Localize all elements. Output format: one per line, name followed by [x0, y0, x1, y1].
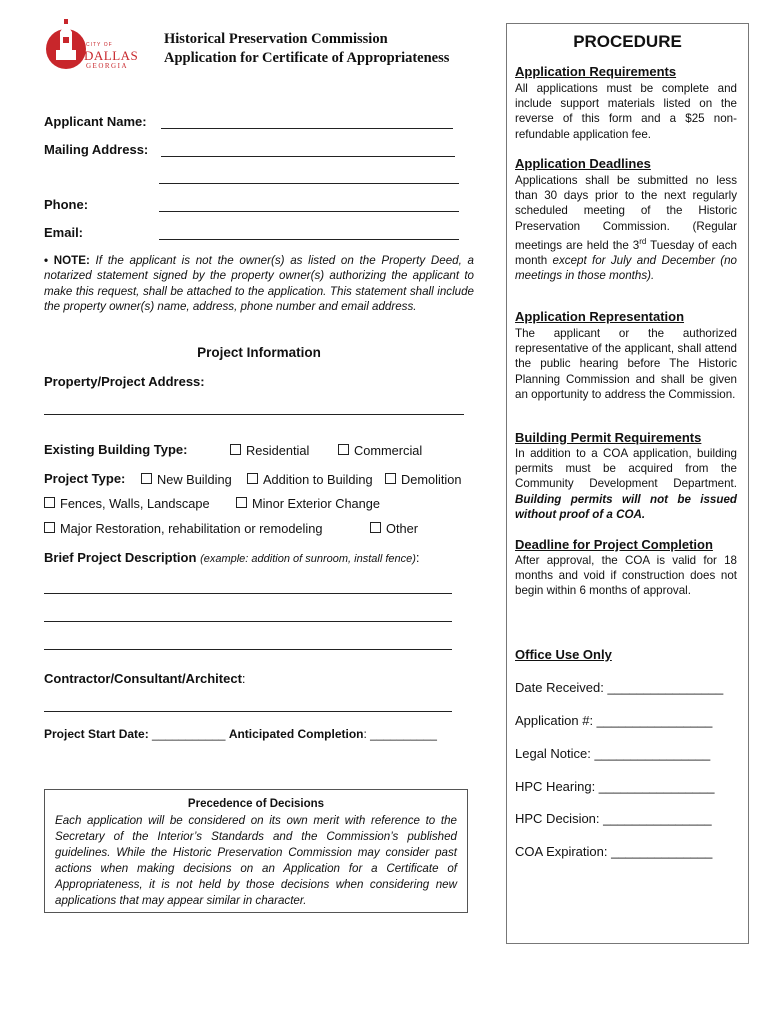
checkbox-demolition-label: Demolition	[401, 472, 462, 487]
completion-label: Anticipated Completion	[228, 727, 364, 741]
email-label: Email:	[44, 225, 84, 240]
completion-text: After approval, the COA is valid for 18 months and void if construction does not begin within 6 months of approval.	[515, 554, 737, 598]
property-address-field[interactable]	[44, 414, 464, 415]
deadlines-sup: rd	[639, 236, 647, 246]
mailing-address-field-2[interactable]	[159, 183, 459, 184]
completion-heading: Deadline for Project Completion	[515, 537, 713, 552]
logo-text-city: DALLAS	[84, 48, 139, 63]
date-received-field[interactable]: Date Received: ________________	[515, 680, 724, 695]
contractor-colon: :	[241, 671, 246, 686]
project-type-label: Project Type:	[44, 471, 126, 486]
checkbox-new-building-label: New Building	[157, 472, 232, 487]
checkbox-major-restoration[interactable]	[44, 521, 322, 536]
project-dates-row	[44, 727, 437, 741]
permit-heading: Building Permit Requirements	[515, 430, 702, 445]
mailing-address-field-1[interactable]	[161, 156, 455, 157]
applicant-name-field[interactable]	[161, 128, 453, 129]
property-address-label: Property/Project Address:	[44, 374, 205, 389]
checkbox-major-restoration-label: Major Restoration, rehabilitation or remodeling	[60, 521, 323, 536]
building-type-label: Existing Building Type:	[44, 442, 188, 457]
hpc-hearing-field[interactable]: HPC Hearing: ________________	[515, 779, 715, 794]
header-title-line1: Historical Preservation Commission	[164, 31, 388, 47]
project-description-line-3[interactable]	[44, 649, 452, 650]
checkbox-fences-label: Fences, Walls, Landscape	[60, 496, 210, 511]
permit-bold: Building permits will not be issued without proof of a COA.	[515, 492, 737, 521]
project-description-line-1[interactable]	[44, 593, 452, 594]
header-title-line2: Application for Certificate of Appropriateness	[164, 50, 450, 66]
checkbox-addition-label: Addition to Building	[263, 472, 373, 487]
representation-text: The applicant or the authorized representative of the applicant, shall attend the public hearing before The Historic Planning Commission and shall be given an opportunity to address the Commission.	[515, 327, 737, 401]
email-field[interactable]	[159, 239, 459, 240]
document-header	[164, 30, 449, 68]
legal-notice-field[interactable]: Legal Notice: ________________	[515, 746, 711, 761]
deadlines-text-2: Tuesday of each month	[515, 238, 737, 267]
checkbox-addition[interactable]	[247, 472, 373, 487]
precedence-of-decisions-box	[44, 789, 468, 913]
completion-field[interactable]: : __________	[363, 727, 437, 741]
description-label-text: Brief Project Description	[44, 550, 197, 565]
deadlines-text-main: Applications shall be submitted no less than 30 days prior to the next regularly scheduled meeting of the Historic Preservation Commission. (Regular meetings are held the 3	[515, 174, 737, 252]
checkbox-fences[interactable]	[44, 496, 210, 511]
contractor-field[interactable]	[44, 711, 452, 712]
precedence-title: Precedence of Decisions	[187, 798, 325, 810]
permit-text-main: In addition to a COA application, building permits must be acquired from the Community Development Department.	[515, 447, 737, 491]
representation-heading: Application Representation	[515, 309, 685, 324]
checkbox-icon[interactable]	[247, 473, 258, 484]
phone-label: Phone:	[44, 197, 89, 212]
start-date-field[interactable]: ___________	[152, 727, 226, 741]
coa-expiration-field[interactable]: COA Expiration: ______________	[515, 844, 713, 859]
checkbox-icon[interactable]	[338, 444, 349, 455]
permit-text	[515, 446, 737, 522]
requirements-heading: Application Requirements	[515, 64, 677, 79]
checkbox-commercial-label: Commercial	[354, 443, 423, 458]
requirements-text: All applications must be complete and include support materials listed on the reverse of this form and a $25 non-refundable application fee.	[515, 82, 737, 141]
description-colon: :	[415, 550, 420, 565]
office-use-heading: Office Use Only	[515, 647, 612, 662]
checkbox-demolition[interactable]	[385, 472, 461, 487]
checkbox-minor-exterior-label: Minor Exterior Change	[252, 496, 381, 511]
owner-note	[44, 253, 474, 315]
checkbox-commercial[interactable]	[338, 443, 422, 458]
project-description-line-2[interactable]	[44, 621, 452, 622]
project-description-label	[44, 550, 420, 565]
checkbox-icon[interactable]	[370, 522, 381, 533]
checkbox-new-building[interactable]	[141, 472, 232, 487]
checkbox-icon[interactable]	[236, 497, 247, 508]
checkbox-icon[interactable]	[44, 497, 55, 508]
description-hint: (example: addition of sunroom, install fence)	[200, 553, 416, 565]
checkbox-icon[interactable]	[44, 522, 55, 533]
deadlines-text	[515, 173, 737, 283]
checkbox-residential[interactable]	[230, 443, 309, 458]
phone-field[interactable]	[159, 211, 459, 212]
precedence-body: Each application will be considered on its own merit with reference to the Secretary of the Interior’s Standards and the Commission’s published guidelines. While the Historic Preservation Commission may consider past actions when making decisions on an Application for a Certificate of Appropriateness, it is not held by those decisions when considering new applications that may appear similar in character.	[55, 814, 457, 907]
hpc-decision-field[interactable]: HPC Decision: _______________	[515, 811, 712, 826]
checkbox-other[interactable]	[370, 521, 418, 536]
checkbox-minor-exterior[interactable]	[236, 496, 380, 511]
logo-text-state: GEORGIA	[86, 62, 128, 70]
project-information-title: Project Information	[197, 345, 321, 360]
start-date-label: Project Start Date:	[44, 727, 149, 741]
procedure-title: PROCEDURE	[573, 32, 682, 51]
checkbox-other-label: Other	[386, 521, 419, 536]
applicant-name-label: Applicant Name:	[44, 114, 147, 129]
application-number-field[interactable]: Application #: ________________	[515, 713, 713, 728]
contractor-label	[44, 671, 246, 686]
note-lead: • NOTE:	[44, 254, 90, 267]
mailing-address-label: Mailing Address:	[44, 142, 149, 157]
contractor-label-text: Contractor/Consultant/Architect	[44, 671, 242, 686]
checkbox-icon[interactable]	[230, 444, 241, 455]
deadlines-heading: Application Deadlines	[515, 156, 651, 171]
note-text: If the applicant is not the owner(s) as listed on the Property Deed, a notarized statement signed by the property owner(s) authorizing the applicant to make this request, shall be attached to the application. This statement shall include the property owner(s) name, address, phone number and email address.	[44, 254, 474, 314]
checkbox-residential-label: Residential	[246, 443, 310, 458]
deadlines-italic: except for July and December (no meetings in those months).	[515, 253, 737, 283]
city-logo	[44, 18, 139, 80]
logo-text-top: CITY OF	[86, 42, 113, 48]
checkbox-icon[interactable]	[141, 473, 152, 484]
checkbox-icon[interactable]	[385, 473, 396, 484]
